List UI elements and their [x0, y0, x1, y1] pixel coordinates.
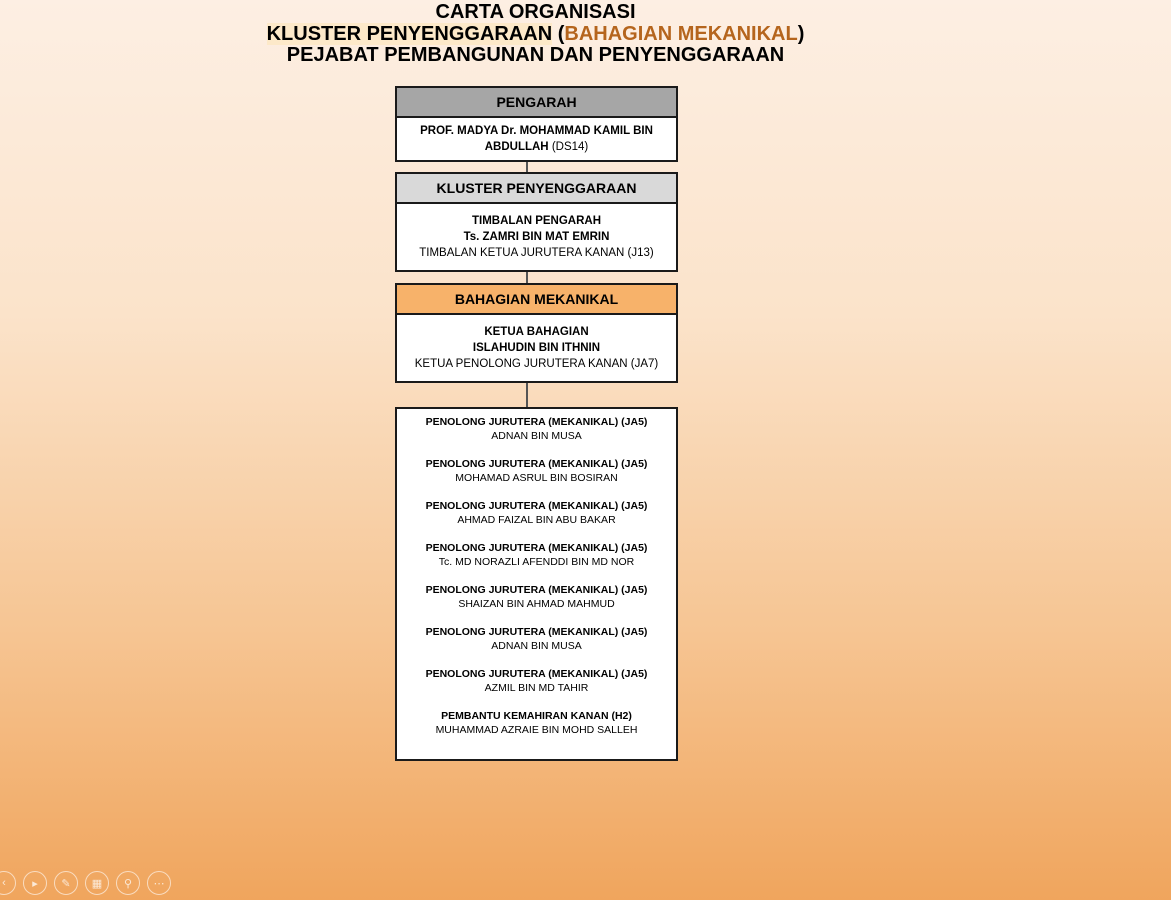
staff-item: PENOLONG JURUTERA (MEKANIKAL) (JA5) SHAIZAN BIN AHMAD MAHMUD	[425, 584, 648, 610]
more-icon[interactable]: ⋯	[147, 871, 171, 895]
staff-item: PENOLONG JURUTERA (MEKANIKAL) (JA5) AHMAD FAIZAL BIN ABU BAKAR	[425, 500, 648, 526]
staff-item: PEMBANTU KEMAHIRAN KANAN (H2) MUHAMMAD AZRAIE BIN MOHD SALLEH	[435, 710, 638, 736]
staff-item: PENOLONG JURUTERA (MEKANIKAL) (JA5) ADNAN BIN MUSA	[425, 626, 648, 652]
kluster-body: TIMBALAN PENGARAH Ts. ZAMRI BIN MAT EMRIN TIMBALAN KETUA JURUTERA KANAN (J13)	[419, 215, 654, 259]
pengarah-title: PENGARAH	[397, 88, 676, 118]
staff-box	[395, 407, 678, 761]
staff-item: PENOLONG JURUTERA (MEKANIKAL) (JA5) ADNAN BIN MUSA	[425, 416, 648, 442]
connector-line	[526, 162, 528, 172]
pengarah-box	[395, 86, 678, 162]
connector-line	[526, 383, 528, 407]
staff-item: PENOLONG JURUTERA (MEKANIKAL) (JA5) MOHAMAD ASRUL BIN BOSIRAN	[425, 458, 648, 484]
staff-item: PENOLONG JURUTERA (MEKANIKAL) (JA5) Tc. MD NORAZLI AFENDDI BIN MD NOR	[425, 542, 648, 568]
zoom-icon[interactable]: ⚲	[116, 871, 140, 895]
previous-icon[interactable]: ‹	[0, 871, 16, 895]
play-icon[interactable]: ▸	[23, 871, 47, 895]
kluster-title: KLUSTER PENYENGGARAAN	[397, 174, 676, 204]
staff-item: PENOLONG JURUTERA (MEKANIKAL) (JA5) AZMIL BIN MD TAHIR	[425, 668, 648, 694]
chart-header	[0, 2, 1071, 67]
bahagian-box	[395, 283, 678, 383]
pen-icon[interactable]: ✎	[54, 871, 78, 895]
connector-line	[526, 272, 528, 283]
header-line1: CARTA ORGANISASI	[435, 1, 636, 23]
grid-icon[interactable]: ▦	[85, 871, 109, 895]
header-cluster: KLUSTER PENYENGGARAAN	[266, 22, 553, 45]
bahagian-body: KETUA BAHAGIAN ISLAHUDIN BIN ITHNIN KETUA PENOLONG JURUTERA KANAN (JA7)	[414, 326, 659, 370]
slideshow-controls	[0, 871, 171, 895]
header-division: BAHAGIAN MEKANIKAL	[564, 22, 798, 45]
header-line3: PEJABAT PEMBANGUNAN DAN PENYENGGARAAN	[286, 44, 785, 66]
header-line2: KLUSTER PENYENGGARAAN (BAHAGIAN MEKANIKAL)	[266, 22, 805, 45]
bahagian-title: BAHAGIAN MEKANIKAL	[397, 285, 676, 315]
pengarah-body: PROF. MADYA Dr. MOHAMMAD KAMIL BIN ABDULLAH (DS14)	[420, 125, 653, 153]
kluster-box	[395, 172, 678, 272]
